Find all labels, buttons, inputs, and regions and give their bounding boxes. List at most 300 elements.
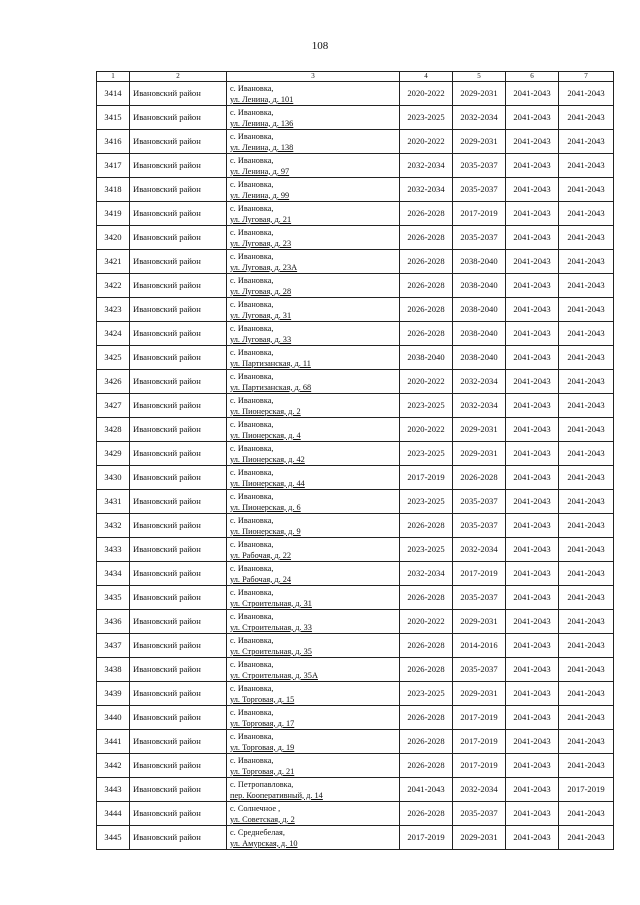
district-cell: Ивановский район bbox=[130, 322, 227, 346]
period-col4-cell: 2023-2025 bbox=[400, 442, 453, 466]
district-cell: Ивановский район bbox=[130, 586, 227, 610]
period-col6-cell: 2041-2043 bbox=[506, 178, 559, 202]
period-col5-cell: 2029-2031 bbox=[453, 826, 506, 850]
row-number-cell: 3438 bbox=[97, 658, 130, 682]
district-cell: Ивановский район bbox=[130, 706, 227, 730]
period-col4-cell: 2026-2028 bbox=[400, 202, 453, 226]
address-settlement: с. Ивановка, bbox=[230, 611, 274, 621]
address-street: ул. Луговая, д. 31 bbox=[230, 310, 292, 320]
district-cell: Ивановский район bbox=[130, 682, 227, 706]
address-street: ул. Рабочая, д. 24 bbox=[230, 574, 292, 584]
table-row bbox=[97, 802, 614, 826]
period-col5-cell: 2032-2034 bbox=[453, 538, 506, 562]
period-col4-cell: 2026-2028 bbox=[400, 322, 453, 346]
row-number-cell: 3419 bbox=[97, 202, 130, 226]
address-settlement: с. Ивановка, bbox=[230, 227, 274, 237]
address-cell bbox=[227, 610, 400, 634]
period-col5-cell: 2035-2037 bbox=[453, 586, 506, 610]
address-cell bbox=[227, 274, 400, 298]
period-col6-cell: 2041-2043 bbox=[506, 394, 559, 418]
period-col7-cell: 2041-2043 bbox=[559, 754, 614, 778]
row-number-cell: 3435 bbox=[97, 586, 130, 610]
district-cell: Ивановский район bbox=[130, 130, 227, 154]
address-settlement: с. Ивановка, bbox=[230, 323, 274, 333]
period-col7-cell: 2041-2043 bbox=[559, 514, 614, 538]
period-col5-cell: 2029-2031 bbox=[453, 682, 506, 706]
address-cell bbox=[227, 394, 400, 418]
period-col4-cell: 2020-2022 bbox=[400, 370, 453, 394]
district-cell: Ивановский район bbox=[130, 106, 227, 130]
table-row bbox=[97, 394, 614, 418]
period-col6-cell: 2041-2043 bbox=[506, 298, 559, 322]
table-row bbox=[97, 154, 614, 178]
period-col6-cell: 2041-2043 bbox=[506, 802, 559, 826]
address-street: ул. Ленина, д. 101 bbox=[230, 94, 294, 104]
period-col6-cell: 2041-2043 bbox=[506, 682, 559, 706]
district-cell: Ивановский район bbox=[130, 538, 227, 562]
period-col5-cell: 2017-2019 bbox=[453, 706, 506, 730]
table-row bbox=[97, 586, 614, 610]
period-col5-cell: 2038-2040 bbox=[453, 274, 506, 298]
row-number-cell: 3431 bbox=[97, 490, 130, 514]
column-number-1: 1 bbox=[97, 72, 130, 82]
row-number-cell: 3428 bbox=[97, 418, 130, 442]
period-col7-cell: 2041-2043 bbox=[559, 418, 614, 442]
column-number-2: 2 bbox=[130, 72, 227, 82]
period-col5-cell: 2038-2040 bbox=[453, 346, 506, 370]
district-cell: Ивановский район bbox=[130, 226, 227, 250]
row-number-cell: 3439 bbox=[97, 682, 130, 706]
address-cell bbox=[227, 250, 400, 274]
period-col5-cell: 2035-2037 bbox=[453, 178, 506, 202]
period-col6-cell: 2041-2043 bbox=[506, 778, 559, 802]
address-settlement: с. Ивановка, bbox=[230, 563, 274, 573]
column-number-row bbox=[97, 72, 614, 82]
period-col4-cell: 2020-2022 bbox=[400, 82, 453, 106]
table-row bbox=[97, 346, 614, 370]
period-col4-cell: 2032-2034 bbox=[400, 154, 453, 178]
row-number-cell: 3427 bbox=[97, 394, 130, 418]
district-cell: Ивановский район bbox=[130, 610, 227, 634]
period-col6-cell: 2041-2043 bbox=[506, 346, 559, 370]
period-col5-cell: 2032-2034 bbox=[453, 106, 506, 130]
table-row bbox=[97, 562, 614, 586]
address-street: ул. Пионерская, д. 2 bbox=[230, 406, 301, 416]
address-street: ул. Луговая, д. 33 bbox=[230, 334, 292, 344]
period-col4-cell: 2026-2028 bbox=[400, 754, 453, 778]
period-col6-cell: 2041-2043 bbox=[506, 154, 559, 178]
address-settlement: с. Ивановка, bbox=[230, 203, 274, 213]
period-col5-cell: 2029-2031 bbox=[453, 418, 506, 442]
row-number-cell: 3441 bbox=[97, 730, 130, 754]
district-cell: Ивановский район bbox=[130, 154, 227, 178]
period-col7-cell: 2041-2043 bbox=[559, 178, 614, 202]
period-col5-cell: 2038-2040 bbox=[453, 250, 506, 274]
period-col4-cell: 2023-2025 bbox=[400, 106, 453, 130]
column-number-3: 3 bbox=[227, 72, 400, 82]
address-settlement: с. Ивановка, bbox=[230, 179, 274, 189]
address-cell bbox=[227, 754, 400, 778]
period-col4-cell: 2020-2022 bbox=[400, 418, 453, 442]
table-row bbox=[97, 538, 614, 562]
period-col7-cell: 2041-2043 bbox=[559, 298, 614, 322]
table-row bbox=[97, 370, 614, 394]
address-street: ул. Луговая, д. 21 bbox=[230, 214, 292, 224]
table-row bbox=[97, 202, 614, 226]
address-settlement: с. Ивановка, bbox=[230, 131, 274, 141]
address-cell bbox=[227, 706, 400, 730]
period-col4-cell: 2026-2028 bbox=[400, 250, 453, 274]
district-cell: Ивановский район bbox=[130, 346, 227, 370]
table-row bbox=[97, 178, 614, 202]
district-cell: Ивановский район bbox=[130, 778, 227, 802]
address-street: ул. Строительная, д. 33 bbox=[230, 622, 312, 632]
address-settlement: с. Ивановка, bbox=[230, 443, 274, 453]
period-col7-cell: 2041-2043 bbox=[559, 610, 614, 634]
period-col4-cell: 2017-2019 bbox=[400, 826, 453, 850]
table-row bbox=[97, 250, 614, 274]
address-cell bbox=[227, 106, 400, 130]
district-cell: Ивановский район bbox=[130, 490, 227, 514]
period-col7-cell: 2041-2043 bbox=[559, 730, 614, 754]
row-number-cell: 3429 bbox=[97, 442, 130, 466]
address-street: ул. Рабочая, д. 22 bbox=[230, 550, 292, 560]
address-street: ул. Пионерская, д. 44 bbox=[230, 478, 305, 488]
district-cell: Ивановский район bbox=[130, 418, 227, 442]
address-street: ул. Партизанская, д. 11 bbox=[230, 358, 311, 368]
address-cell bbox=[227, 658, 400, 682]
address-cell bbox=[227, 466, 400, 490]
address-settlement: с. Ивановка, bbox=[230, 659, 274, 669]
period-col7-cell: 2041-2043 bbox=[559, 442, 614, 466]
row-number-cell: 3442 bbox=[97, 754, 130, 778]
address-settlement: с. Ивановка, bbox=[230, 635, 274, 645]
row-number-cell: 3443 bbox=[97, 778, 130, 802]
district-cell: Ивановский район bbox=[130, 802, 227, 826]
period-col4-cell: 2023-2025 bbox=[400, 682, 453, 706]
row-number-cell: 3430 bbox=[97, 466, 130, 490]
address-street: ул. Ленина, д. 138 bbox=[230, 142, 294, 152]
period-col5-cell: 2035-2037 bbox=[453, 658, 506, 682]
district-cell: Ивановский район bbox=[130, 514, 227, 538]
row-number-cell: 3433 bbox=[97, 538, 130, 562]
address-settlement: с. Солнечное , bbox=[230, 803, 281, 813]
period-col6-cell: 2041-2043 bbox=[506, 202, 559, 226]
address-settlement: с. Петропавловка, bbox=[230, 779, 294, 789]
district-cell: Ивановский район bbox=[130, 442, 227, 466]
table-row bbox=[97, 130, 614, 154]
period-col7-cell: 2041-2043 bbox=[559, 466, 614, 490]
column-number-5: 5 bbox=[453, 72, 506, 82]
table-row bbox=[97, 778, 614, 802]
period-col4-cell: 2026-2028 bbox=[400, 514, 453, 538]
address-settlement: с. Ивановка, bbox=[230, 299, 274, 309]
period-col7-cell: 2041-2043 bbox=[559, 250, 614, 274]
period-col7-cell: 2041-2043 bbox=[559, 82, 614, 106]
table-row bbox=[97, 274, 614, 298]
period-col5-cell: 2035-2037 bbox=[453, 514, 506, 538]
address-cell bbox=[227, 370, 400, 394]
period-col6-cell: 2041-2043 bbox=[506, 130, 559, 154]
address-street: ул. Строительная, д. 31 bbox=[230, 598, 312, 608]
district-cell: Ивановский район bbox=[130, 466, 227, 490]
district-cell: Ивановский район bbox=[130, 370, 227, 394]
period-col4-cell: 2041-2043 bbox=[400, 778, 453, 802]
address-street: ул. Ленина, д. 136 bbox=[230, 118, 294, 128]
address-cell bbox=[227, 82, 400, 106]
district-cell: Ивановский район bbox=[130, 754, 227, 778]
period-col7-cell: 2041-2043 bbox=[559, 826, 614, 850]
address-street: ул. Амурская, д. 10 bbox=[230, 838, 298, 848]
period-col4-cell: 2026-2028 bbox=[400, 298, 453, 322]
register-table bbox=[96, 71, 614, 850]
district-cell: Ивановский район bbox=[130, 730, 227, 754]
district-cell: Ивановский район bbox=[130, 394, 227, 418]
address-street: ул. Советская, д. 2 bbox=[230, 814, 295, 824]
address-cell bbox=[227, 418, 400, 442]
period-col6-cell: 2041-2043 bbox=[506, 418, 559, 442]
period-col7-cell: 2041-2043 bbox=[559, 706, 614, 730]
period-col4-cell: 2023-2025 bbox=[400, 394, 453, 418]
period-col5-cell: 2038-2040 bbox=[453, 298, 506, 322]
period-col4-cell: 2023-2025 bbox=[400, 538, 453, 562]
address-settlement: с. Ивановка, bbox=[230, 347, 274, 357]
period-col7-cell: 2041-2043 bbox=[559, 130, 614, 154]
table-row bbox=[97, 730, 614, 754]
address-cell bbox=[227, 322, 400, 346]
district-cell: Ивановский район bbox=[130, 658, 227, 682]
period-col4-cell: 2017-2019 bbox=[400, 466, 453, 490]
address-cell bbox=[227, 634, 400, 658]
address-settlement: с. Ивановка, bbox=[230, 83, 274, 93]
address-cell bbox=[227, 130, 400, 154]
table-row bbox=[97, 298, 614, 322]
address-settlement: с. Ивановка, bbox=[230, 731, 274, 741]
period-col5-cell: 2035-2037 bbox=[453, 154, 506, 178]
district-cell: Ивановский район bbox=[130, 562, 227, 586]
period-col7-cell: 2041-2043 bbox=[559, 658, 614, 682]
address-cell bbox=[227, 346, 400, 370]
table-row bbox=[97, 490, 614, 514]
row-number-cell: 3444 bbox=[97, 802, 130, 826]
period-col5-cell: 2035-2037 bbox=[453, 226, 506, 250]
address-cell bbox=[227, 178, 400, 202]
table-row bbox=[97, 706, 614, 730]
address-cell bbox=[227, 154, 400, 178]
period-col7-cell: 2041-2043 bbox=[559, 538, 614, 562]
table-row bbox=[97, 442, 614, 466]
period-col5-cell: 2032-2034 bbox=[453, 394, 506, 418]
row-number-cell: 3414 bbox=[97, 82, 130, 106]
period-col7-cell: 2041-2043 bbox=[559, 274, 614, 298]
period-col6-cell: 2041-2043 bbox=[506, 610, 559, 634]
address-street: ул. Торговая, д. 15 bbox=[230, 694, 295, 704]
address-cell bbox=[227, 298, 400, 322]
address-street: ул. Ленина, д. 97 bbox=[230, 166, 290, 176]
period-col5-cell: 2029-2031 bbox=[453, 82, 506, 106]
period-col4-cell: 2026-2028 bbox=[400, 274, 453, 298]
period-col6-cell: 2041-2043 bbox=[506, 634, 559, 658]
period-col6-cell: 2041-2043 bbox=[506, 274, 559, 298]
row-number-cell: 3437 bbox=[97, 634, 130, 658]
address-settlement: с. Ивановка, bbox=[230, 683, 274, 693]
table-row bbox=[97, 658, 614, 682]
period-col6-cell: 2041-2043 bbox=[506, 562, 559, 586]
district-cell: Ивановский район bbox=[130, 274, 227, 298]
address-cell bbox=[227, 778, 400, 802]
period-col6-cell: 2041-2043 bbox=[506, 322, 559, 346]
period-col6-cell: 2041-2043 bbox=[506, 466, 559, 490]
address-settlement: с. Ивановка, bbox=[230, 155, 274, 165]
address-settlement: с. Ивановка, bbox=[230, 515, 274, 525]
table-row bbox=[97, 322, 614, 346]
period-col5-cell: 2017-2019 bbox=[453, 730, 506, 754]
column-number-7: 7 bbox=[559, 72, 614, 82]
period-col6-cell: 2041-2043 bbox=[506, 106, 559, 130]
row-number-cell: 3420 bbox=[97, 226, 130, 250]
address-street: ул. Пионерская, д. 42 bbox=[230, 454, 305, 464]
address-settlement: с. Ивановка, bbox=[230, 107, 274, 117]
address-settlement: с. Ивановка, bbox=[230, 539, 274, 549]
address-settlement: с. Ивановка, bbox=[230, 707, 274, 717]
row-number-cell: 3424 bbox=[97, 322, 130, 346]
period-col4-cell: 2020-2022 bbox=[400, 130, 453, 154]
address-street: пер. Кооперативный, д. 14 bbox=[230, 790, 323, 800]
address-cell bbox=[227, 538, 400, 562]
period-col4-cell: 2026-2028 bbox=[400, 658, 453, 682]
address-street: ул. Торговая, д. 17 bbox=[230, 718, 295, 728]
period-col7-cell: 2041-2043 bbox=[559, 202, 614, 226]
address-settlement: с. Среднебелая, bbox=[230, 827, 285, 837]
period-col4-cell: 2038-2040 bbox=[400, 346, 453, 370]
period-col6-cell: 2041-2043 bbox=[506, 826, 559, 850]
address-street: ул. Луговая, д. 23А bbox=[230, 262, 298, 272]
table-row bbox=[97, 82, 614, 106]
period-col7-cell: 2041-2043 bbox=[559, 802, 614, 826]
address-cell bbox=[227, 682, 400, 706]
table-row bbox=[97, 418, 614, 442]
table-row bbox=[97, 514, 614, 538]
address-cell bbox=[227, 586, 400, 610]
period-col4-cell: 2026-2028 bbox=[400, 730, 453, 754]
row-number-cell: 3434 bbox=[97, 562, 130, 586]
address-cell bbox=[227, 826, 400, 850]
period-col6-cell: 2041-2043 bbox=[506, 706, 559, 730]
period-col6-cell: 2041-2043 bbox=[506, 226, 559, 250]
address-street: ул. Строительная, д. 35А bbox=[230, 670, 318, 680]
address-settlement: с. Ивановка, bbox=[230, 491, 274, 501]
district-cell: Ивановский район bbox=[130, 250, 227, 274]
address-street: ул. Луговая, д. 23 bbox=[230, 238, 292, 248]
district-cell: Ивановский район bbox=[130, 634, 227, 658]
column-number-4: 4 bbox=[400, 72, 453, 82]
period-col4-cell: 2020-2022 bbox=[400, 610, 453, 634]
period-col7-cell: 2041-2043 bbox=[559, 346, 614, 370]
period-col4-cell: 2026-2028 bbox=[400, 586, 453, 610]
address-street: ул. Партизанская, д. 68 bbox=[230, 382, 312, 392]
period-col6-cell: 2041-2043 bbox=[506, 586, 559, 610]
row-number-cell: 3426 bbox=[97, 370, 130, 394]
period-col4-cell: 2026-2028 bbox=[400, 706, 453, 730]
period-col7-cell: 2041-2043 bbox=[559, 106, 614, 130]
table-row bbox=[97, 226, 614, 250]
row-number-cell: 3436 bbox=[97, 610, 130, 634]
period-col6-cell: 2041-2043 bbox=[506, 490, 559, 514]
table-row bbox=[97, 466, 614, 490]
row-number-cell: 3425 bbox=[97, 346, 130, 370]
period-col7-cell: 2041-2043 bbox=[559, 490, 614, 514]
address-street: ул. Луговая, д. 28 bbox=[230, 286, 292, 296]
row-number-cell: 3416 bbox=[97, 130, 130, 154]
period-col7-cell: 2041-2043 bbox=[559, 394, 614, 418]
period-col4-cell: 2023-2025 bbox=[400, 490, 453, 514]
period-col6-cell: 2041-2043 bbox=[506, 82, 559, 106]
column-number-6: 6 bbox=[506, 72, 559, 82]
period-col5-cell: 2017-2019 bbox=[453, 754, 506, 778]
period-col5-cell: 2038-2040 bbox=[453, 322, 506, 346]
row-number-cell: 3423 bbox=[97, 298, 130, 322]
address-cell bbox=[227, 226, 400, 250]
district-cell: Ивановский район bbox=[130, 826, 227, 850]
address-street: ул. Пионерская, д. 6 bbox=[230, 502, 301, 512]
period-col6-cell: 2041-2043 bbox=[506, 538, 559, 562]
address-settlement: с. Ивановка, bbox=[230, 587, 274, 597]
row-number-cell: 3422 bbox=[97, 274, 130, 298]
period-col5-cell: 2032-2034 bbox=[453, 370, 506, 394]
address-cell bbox=[227, 202, 400, 226]
address-street: ул. Пионерская, д. 4 bbox=[230, 430, 301, 440]
period-col7-cell: 2041-2043 bbox=[559, 586, 614, 610]
row-number-cell: 3440 bbox=[97, 706, 130, 730]
row-number-cell: 3418 bbox=[97, 178, 130, 202]
district-cell: Ивановский район bbox=[130, 178, 227, 202]
period-col5-cell: 2029-2031 bbox=[453, 610, 506, 634]
table-row bbox=[97, 682, 614, 706]
page-number: 108 bbox=[311, 40, 329, 52]
period-col7-cell: 2041-2043 bbox=[559, 370, 614, 394]
address-settlement: с. Ивановка, bbox=[230, 467, 274, 477]
period-col4-cell: 2032-2034 bbox=[400, 562, 453, 586]
period-col5-cell: 2026-2028 bbox=[453, 466, 506, 490]
table-row bbox=[97, 634, 614, 658]
period-col6-cell: 2041-2043 bbox=[506, 730, 559, 754]
district-cell: Ивановский район bbox=[130, 82, 227, 106]
period-col7-cell: 2041-2043 bbox=[559, 322, 614, 346]
period-col5-cell: 2014-2016 bbox=[453, 634, 506, 658]
address-street: ул. Торговая, д. 19 bbox=[230, 742, 295, 752]
period-col7-cell: 2017-2019 bbox=[559, 778, 614, 802]
address-street: ул. Пионерская, д. 9 bbox=[230, 526, 301, 536]
period-col5-cell: 2017-2019 bbox=[453, 562, 506, 586]
table-body bbox=[97, 82, 614, 850]
address-settlement: с. Ивановка, bbox=[230, 755, 274, 765]
address-settlement: с. Ивановка, bbox=[230, 275, 274, 285]
address-settlement: с. Ивановка, bbox=[230, 251, 274, 261]
address-cell bbox=[227, 730, 400, 754]
district-cell: Ивановский район bbox=[130, 298, 227, 322]
period-col7-cell: 2041-2043 bbox=[559, 226, 614, 250]
address-cell bbox=[227, 514, 400, 538]
period-col5-cell: 2032-2034 bbox=[453, 778, 506, 802]
period-col4-cell: 2032-2034 bbox=[400, 178, 453, 202]
address-street: ул. Торговая, д. 21 bbox=[230, 766, 295, 776]
period-col6-cell: 2041-2043 bbox=[506, 250, 559, 274]
address-street: ул. Ленина, д. 99 bbox=[230, 190, 290, 200]
address-settlement: с. Ивановка, bbox=[230, 419, 274, 429]
period-col6-cell: 2041-2043 bbox=[506, 754, 559, 778]
period-col6-cell: 2041-2043 bbox=[506, 514, 559, 538]
period-col5-cell: 2029-2031 bbox=[453, 130, 506, 154]
